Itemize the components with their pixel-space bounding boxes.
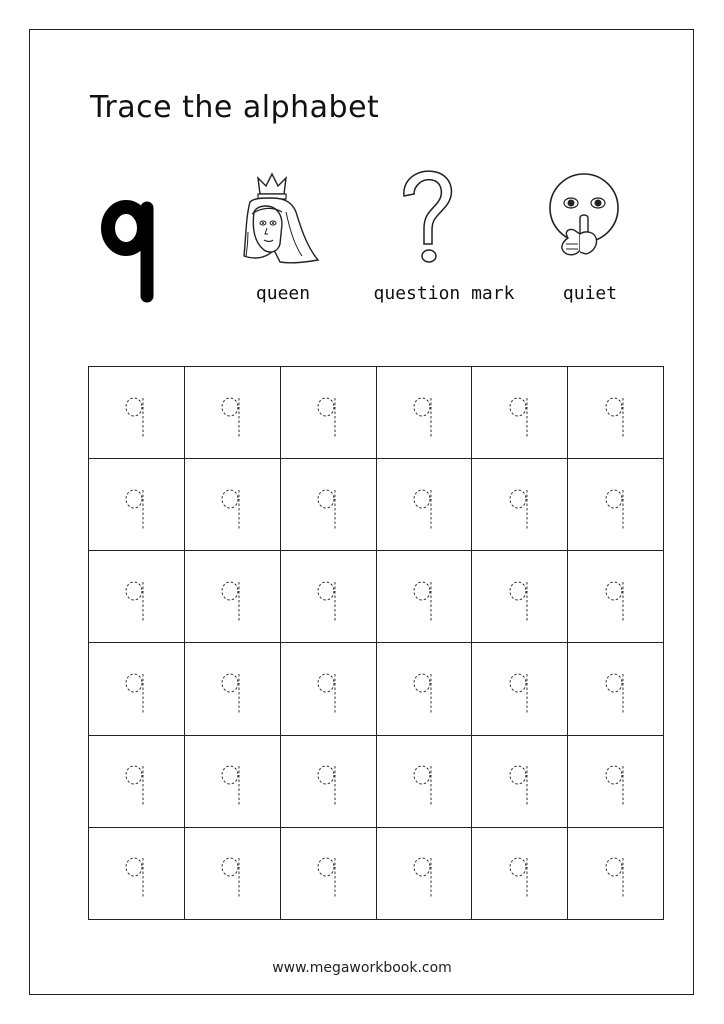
dashed-letter-q [316, 488, 340, 532]
trace-cell [281, 459, 377, 551]
trace-cell [89, 551, 185, 643]
trace-cell [185, 643, 281, 735]
trace-cell [568, 736, 664, 828]
trace-cell [89, 459, 185, 551]
dashed-letter-q [604, 856, 628, 900]
trace-cell [185, 367, 281, 459]
dashed-letter-q [412, 672, 436, 716]
trace-cell [281, 828, 377, 920]
trace-cell [377, 643, 473, 735]
dashed-letter-q [508, 856, 532, 900]
trace-cell [472, 459, 568, 551]
dashed-letter-q [412, 856, 436, 900]
picture-label-question-mark: question mark [373, 283, 515, 304]
dashed-letter-q [604, 580, 628, 624]
dashed-letter-q [316, 672, 340, 716]
trace-cell [89, 828, 185, 920]
trace-cell [89, 367, 185, 459]
picture-label-queen: queen [255, 283, 311, 304]
dashed-letter-q [412, 488, 436, 532]
trace-cell [568, 643, 664, 735]
dashed-letter-q [316, 764, 340, 808]
dashed-letter-q [604, 764, 628, 808]
dashed-letter-q [508, 764, 532, 808]
dashed-letter-q [508, 396, 532, 440]
dashed-letter-q [220, 580, 244, 624]
trace-cell [377, 459, 473, 551]
trace-cell [185, 828, 281, 920]
trace-cell [89, 643, 185, 735]
dashed-letter-q [604, 396, 628, 440]
trace-cell [472, 828, 568, 920]
trace-cell [281, 367, 377, 459]
dashed-letter-q [124, 672, 148, 716]
dashed-letter-q [124, 580, 148, 624]
queen-icon [236, 172, 326, 268]
dashed-letter-q [220, 764, 244, 808]
dashed-letter-q [220, 488, 244, 532]
trace-cell [377, 736, 473, 828]
dashed-letter-q [124, 764, 148, 808]
dashed-letter-q [316, 856, 340, 900]
dashed-letter-q [508, 580, 532, 624]
trace-cell [377, 551, 473, 643]
footer-url: www.megaworkbook.com [272, 960, 452, 976]
trace-cell [377, 367, 473, 459]
trace-cell [377, 828, 473, 920]
trace-cell [568, 828, 664, 920]
dashed-letter-q [124, 488, 148, 532]
dashed-letter-q [412, 764, 436, 808]
big-letter-q [100, 196, 162, 306]
dashed-letter-q [316, 396, 340, 440]
dashed-letter-q [220, 856, 244, 900]
trace-cell [185, 551, 281, 643]
question-mark-icon [398, 168, 460, 268]
trace-cell [281, 736, 377, 828]
trace-cell [568, 367, 664, 459]
trace-cell [281, 643, 377, 735]
trace-cell [472, 367, 568, 459]
dashed-letter-q [412, 396, 436, 440]
dashed-letter-q [124, 856, 148, 900]
dashed-letter-q [220, 672, 244, 716]
trace-cell [568, 551, 664, 643]
tracing-grid [88, 366, 664, 920]
trace-cell [568, 459, 664, 551]
dashed-letter-q [604, 488, 628, 532]
page-title: Trace the alphabet [90, 90, 380, 125]
trace-cell [89, 736, 185, 828]
trace-cell [185, 736, 281, 828]
dashed-letter-q [412, 580, 436, 624]
quiet-face-icon [544, 172, 634, 268]
trace-cell [472, 551, 568, 643]
dashed-letter-q [604, 672, 628, 716]
trace-cell [185, 459, 281, 551]
picture-label-quiet: quiet [562, 283, 618, 304]
dashed-letter-q [220, 396, 244, 440]
trace-cell [472, 736, 568, 828]
trace-cell [281, 551, 377, 643]
dashed-letter-q [124, 396, 148, 440]
trace-cell [472, 643, 568, 735]
dashed-letter-q [508, 488, 532, 532]
dashed-letter-q [316, 580, 340, 624]
dashed-letter-q [508, 672, 532, 716]
